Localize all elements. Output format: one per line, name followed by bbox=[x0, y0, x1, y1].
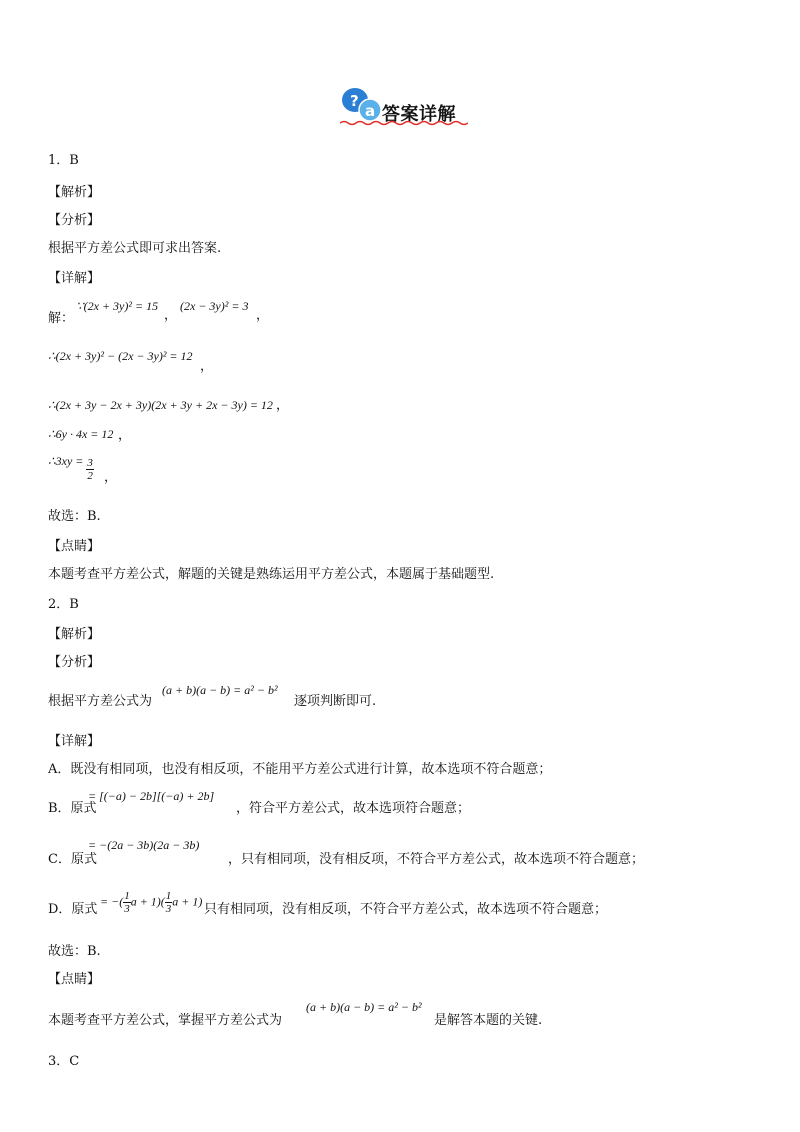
q2-option-d-part-a: = −( bbox=[100, 894, 124, 909]
q1-fraction bbox=[86, 457, 94, 482]
q1-step-4-lhs: ∴3xy = bbox=[48, 454, 84, 468]
q1-step-3: ∴6y · 4x = 12 bbox=[48, 427, 114, 441]
q1-dianjing-text: 本题考查平方差公式，解题的关键是熟练运用平方差公式，本题属于基础题型. bbox=[48, 567, 495, 582]
q1-jie-label: 解： bbox=[48, 311, 75, 326]
q2-option-c-formula: = −(2a − 3b)(2a − 3b) bbox=[88, 838, 200, 852]
page-title: 答案详解 bbox=[382, 104, 456, 125]
q1-dianjing-heading: 【点睛】 bbox=[48, 539, 101, 554]
q1-given-1: ∵(2x + 3y)² = 15 bbox=[76, 299, 159, 313]
q1-step-4-end: ， bbox=[104, 470, 118, 485]
q2-option-d-label: D．原式 bbox=[48, 902, 98, 917]
q2-fenxi-post: 逐项判断即可. bbox=[294, 694, 377, 709]
answer-header bbox=[340, 86, 470, 128]
q2-choice: 故选：B. bbox=[48, 944, 101, 959]
svg-text:?: ? bbox=[350, 92, 359, 110]
q2-jiexi-heading: 【解析】 bbox=[48, 627, 101, 642]
q1-step-1: ∴(2x + 3y)² − (2x − 3y)² = 12 bbox=[48, 349, 193, 363]
q1-fraction-denominator: 2 bbox=[87, 470, 93, 482]
q2-fenxi-formula: (a + b)(a − b) = a² − b² bbox=[162, 683, 278, 697]
q1-answer: 1．B bbox=[48, 153, 79, 168]
q2-option-c-label: C．原式 bbox=[48, 852, 97, 867]
q2-option-d-part-b: a + 1)( bbox=[130, 894, 165, 909]
q2-option-d-part-c: a + 1) bbox=[172, 894, 203, 909]
q1-step-2-end: ， bbox=[276, 398, 290, 413]
q2-option-c-text: ，只有相同项，没有相反项，不符合平方差公式，故本选项不符合题意； bbox=[228, 852, 645, 867]
q2-option-b-formula: = [(−a) − 2b][(−a) + 2b] bbox=[88, 789, 215, 803]
q2-option-d-fraction-1 bbox=[123, 890, 131, 915]
q2-dianjing-post: 是解答本题的关键. bbox=[434, 1013, 543, 1028]
q1-jiexi-heading: 【解析】 bbox=[48, 185, 101, 200]
q3-answer: 3．C bbox=[48, 1054, 80, 1069]
svg-text:a: a bbox=[365, 102, 376, 120]
q2-option-a: A．既没有相同项，也没有相反项，不能用平方差公式进行计算，故本选项不符合题意； bbox=[48, 762, 552, 777]
q2-option-d-fraction-1-numerator: 1 bbox=[124, 890, 130, 902]
q1-comma-2: ， bbox=[256, 308, 270, 323]
q2-dianjing-formula: (a + b)(a − b) = a² − b² bbox=[306, 1000, 422, 1014]
q2-xiangjie-heading: 【详解】 bbox=[48, 734, 101, 749]
q2-option-b-text: ，符合平方差公式，故本选项符合题意； bbox=[236, 801, 471, 816]
q1-step-4 bbox=[48, 454, 94, 482]
q2-fenxi-heading: 【分析】 bbox=[48, 655, 101, 670]
q1-given-2: (2x − 3y)² = 3 bbox=[180, 299, 249, 313]
q1-step-3-end: ， bbox=[118, 428, 132, 443]
q1-step-2: ∴(2x + 3y − 2x + 3y)(2x + 3y + 2x − 3y) = 12 bbox=[48, 398, 273, 412]
q2-option-d-text: 只有相同项，没有相反项，不符合平方差公式，故本选项不符合题意； bbox=[204, 902, 608, 917]
q2-dianjing-heading: 【点睛】 bbox=[48, 972, 101, 987]
q2-option-b-label: B．原式 bbox=[48, 801, 97, 816]
q1-comma-1: ， bbox=[164, 308, 178, 323]
q1-step-1-end: ， bbox=[200, 359, 214, 374]
decorative-wave-underline bbox=[340, 120, 468, 126]
q2-dianjing-pre: 本题考查平方差公式，掌握平方差公式为 bbox=[48, 1013, 283, 1028]
q2-option-d-fraction-2-denominator: 3 bbox=[165, 903, 172, 915]
q1-choice: 故选：B. bbox=[48, 509, 101, 524]
q1-fraction-numerator: 3 bbox=[87, 457, 93, 469]
q1-fenxi-text: 根据平方差公式即可求出答案. bbox=[48, 241, 222, 256]
q1-fenxi-heading: 【分析】 bbox=[48, 213, 101, 228]
q2-answer: 2．B bbox=[48, 597, 79, 612]
q2-option-d-fraction-1-denominator: 3 bbox=[124, 903, 130, 915]
q2-fenxi-pre: 根据平方差公式为 bbox=[48, 694, 153, 709]
q1-xiangjie-heading: 【详解】 bbox=[48, 271, 101, 286]
q2-option-d-formula bbox=[100, 890, 202, 915]
q2-option-d-fraction-2-numerator: 1 bbox=[165, 890, 172, 902]
